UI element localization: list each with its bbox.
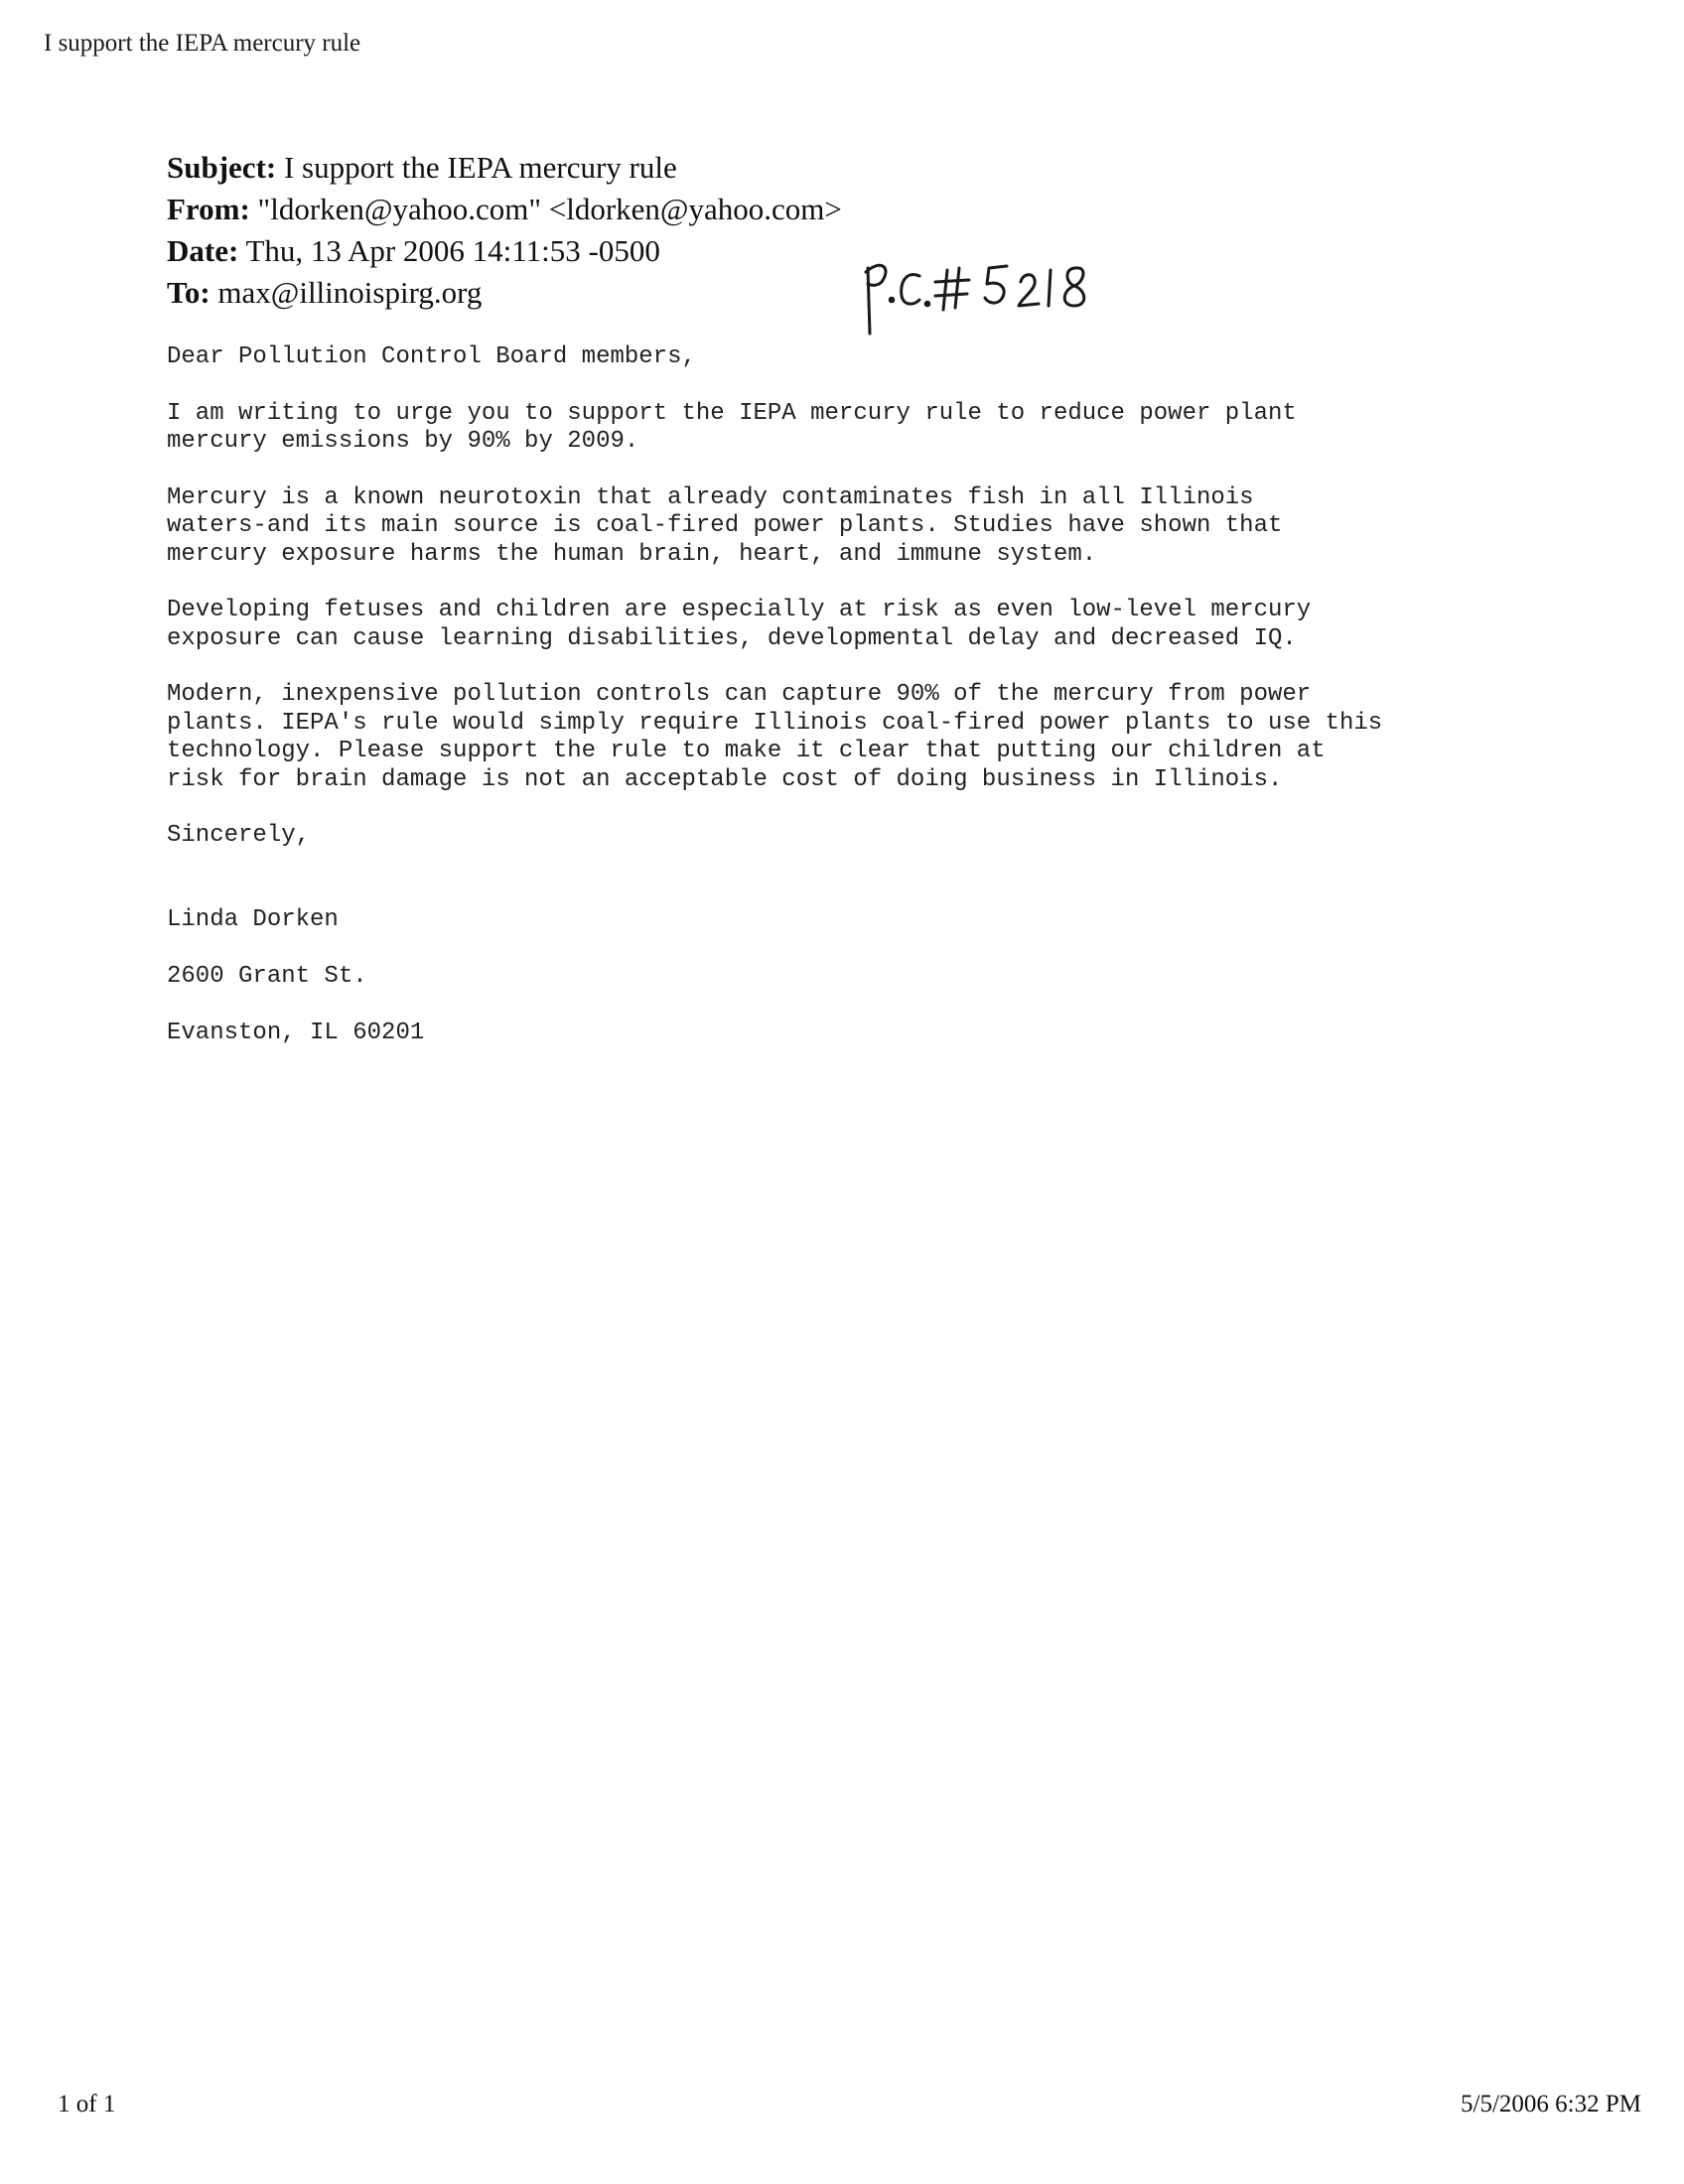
page-header-title: I support the IEPA mercury rule — [44, 30, 361, 57]
closing: Sincerely, — [167, 822, 311, 849]
from-row — [167, 189, 842, 230]
signature-street: 2600 Grant St. — [167, 963, 367, 990]
email-headers — [167, 147, 842, 314]
body-paragraph-1: I am writing to urge you to support the IEPA mercury rule to reduce power plant mercury emissions by 90% by 2009. — [167, 399, 1297, 455]
from-label: From: — [167, 192, 250, 226]
to-row — [167, 272, 842, 314]
page-count: 1 of 1 — [58, 2091, 116, 2117]
salutation: Dear Pollution Control Board members, — [167, 343, 696, 370]
from-value: "ldorken@yahoo.com" <ldorken@yahoo.com> — [257, 192, 842, 226]
print-timestamp: 5/5/2006 6:32 PM — [1461, 2091, 1641, 2117]
date-row — [167, 230, 842, 272]
date-label: Date: — [167, 233, 239, 268]
signature-city: Evanston, IL 60201 — [167, 1020, 425, 1046]
subject-label: Subject: — [167, 150, 277, 185]
date-value: Thu, 13 Apr 2006 14:11:53 -0500 — [245, 233, 660, 268]
handwritten-pc-number-stamp — [862, 256, 1120, 345]
signature-name: Linda Dorken — [167, 906, 339, 933]
body-paragraph-2: Mercury is a known neurotoxin that already contaminates fish in all Illinois waters-and its main source is coal-fired power plants. Studies have shown that mercury exposure harms the human brain, heart, and immune system. — [167, 483, 1283, 568]
body-paragraph-3: Developing fetuses and children are especially at risk as even low-level mercury exposure can cause learning disabilities, developmental delay and decreased IQ. — [167, 597, 1312, 652]
to-label: To: — [167, 275, 210, 310]
body-paragraph-4: Modern, inexpensive pollution controls can capture 90% of the mercury from power plants. IEPA's rule would simply require Illinois coal-fired power plants to use this technology. Please support the rule to make it clear that putting our children at risk for brain damage is not an acceptable cost of doing business in Illinois. — [167, 681, 1383, 793]
subject-value: I support the IEPA mercury rule — [283, 150, 677, 185]
email-body — [167, 343, 1577, 1076]
to-value: max@illinoispirg.org — [217, 275, 483, 310]
subject-row — [167, 147, 842, 189]
signature-block — [167, 879, 1577, 1077]
